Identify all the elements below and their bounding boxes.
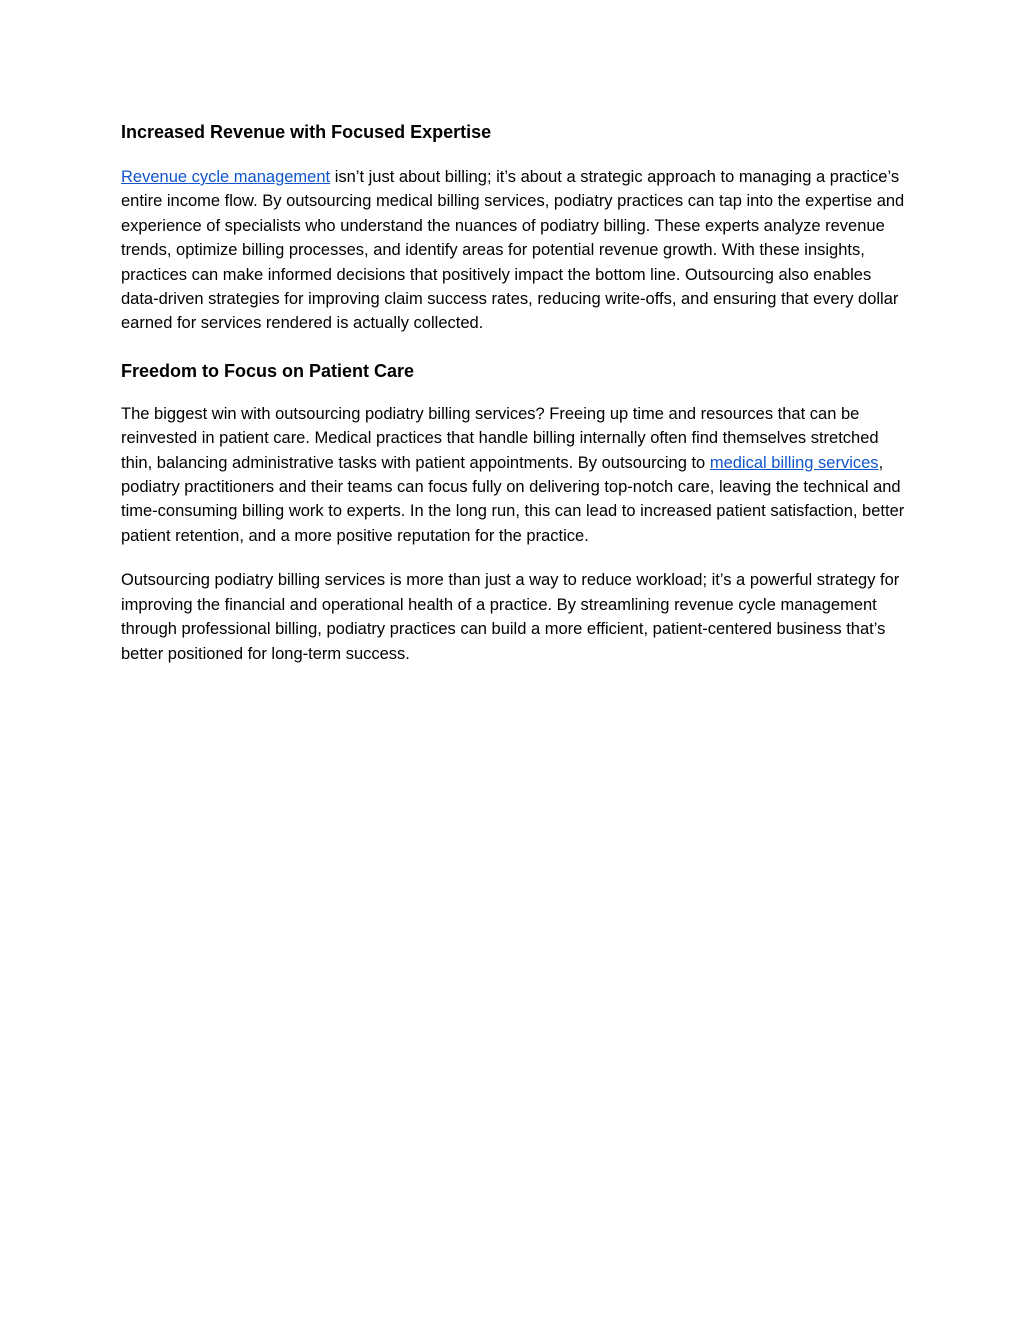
paragraph-patient-care-text-start: The biggest win with outsourcing podiatry billing services? Freeing up time and resources that can be reinvested in patient care. Medical practices that handle billing internally often find themselves stretched thin, balancing administrative tasks with patient appointments. By outsourcing to [121,404,879,472]
paragraph-conclusion: Outsourcing podiatry billing services is more than just a way to reduce workload; it’s a powerful strategy for improving the financial and operational health of a practice. By streamlining revenue cycle management through professional billing, podiatry practices can build a more efficient, patient-centered business that’s better positioned for long-term success. [121,571,900,663]
paragraph-revenue-cycle [121,165,906,336]
paragraph-patient-care [121,402,906,548]
paragraph-patient-care-text-end: , podiatry practitioners and their teams can focus fully on delivering top-notch care, leaving the technical and time-consuming billing work to experts. In the long run, this can lead to increased patient satisfaction, better patient retention, and a more positive reputation for the practice. [121,453,905,545]
section-heading-increased-revenue: Increased Revenue with Focused Expertise [121,122,492,142]
link-revenue-cycle-management[interactable]: Revenue cycle management [121,168,331,186]
link-medical-billing-services[interactable]: medical billing services [709,453,879,472]
document-page [121,118,906,666]
paragraph-revenue-cycle-text: isn’t just about billing; it’s about a strategic approach to managing a practice’s entire income flow. By outsourcing medical billing services, podiatry practices can tap into the expertise and experience of specialists who understand the nuances of podiatry billing. These experts analyze revenue trends, optimize billing processes, and identify areas for potential revenue growth. With these insights, practices can make informed decisions that positively impact the bottom line. Outsourcing also enables data-driven strategies for improving claim success rates, reducing write-offs, and ensuring that every dollar earned for services rendered is actually collected. [121,168,905,333]
section-heading-patient-care: Freedom to Focus on Patient Care [121,360,415,381]
